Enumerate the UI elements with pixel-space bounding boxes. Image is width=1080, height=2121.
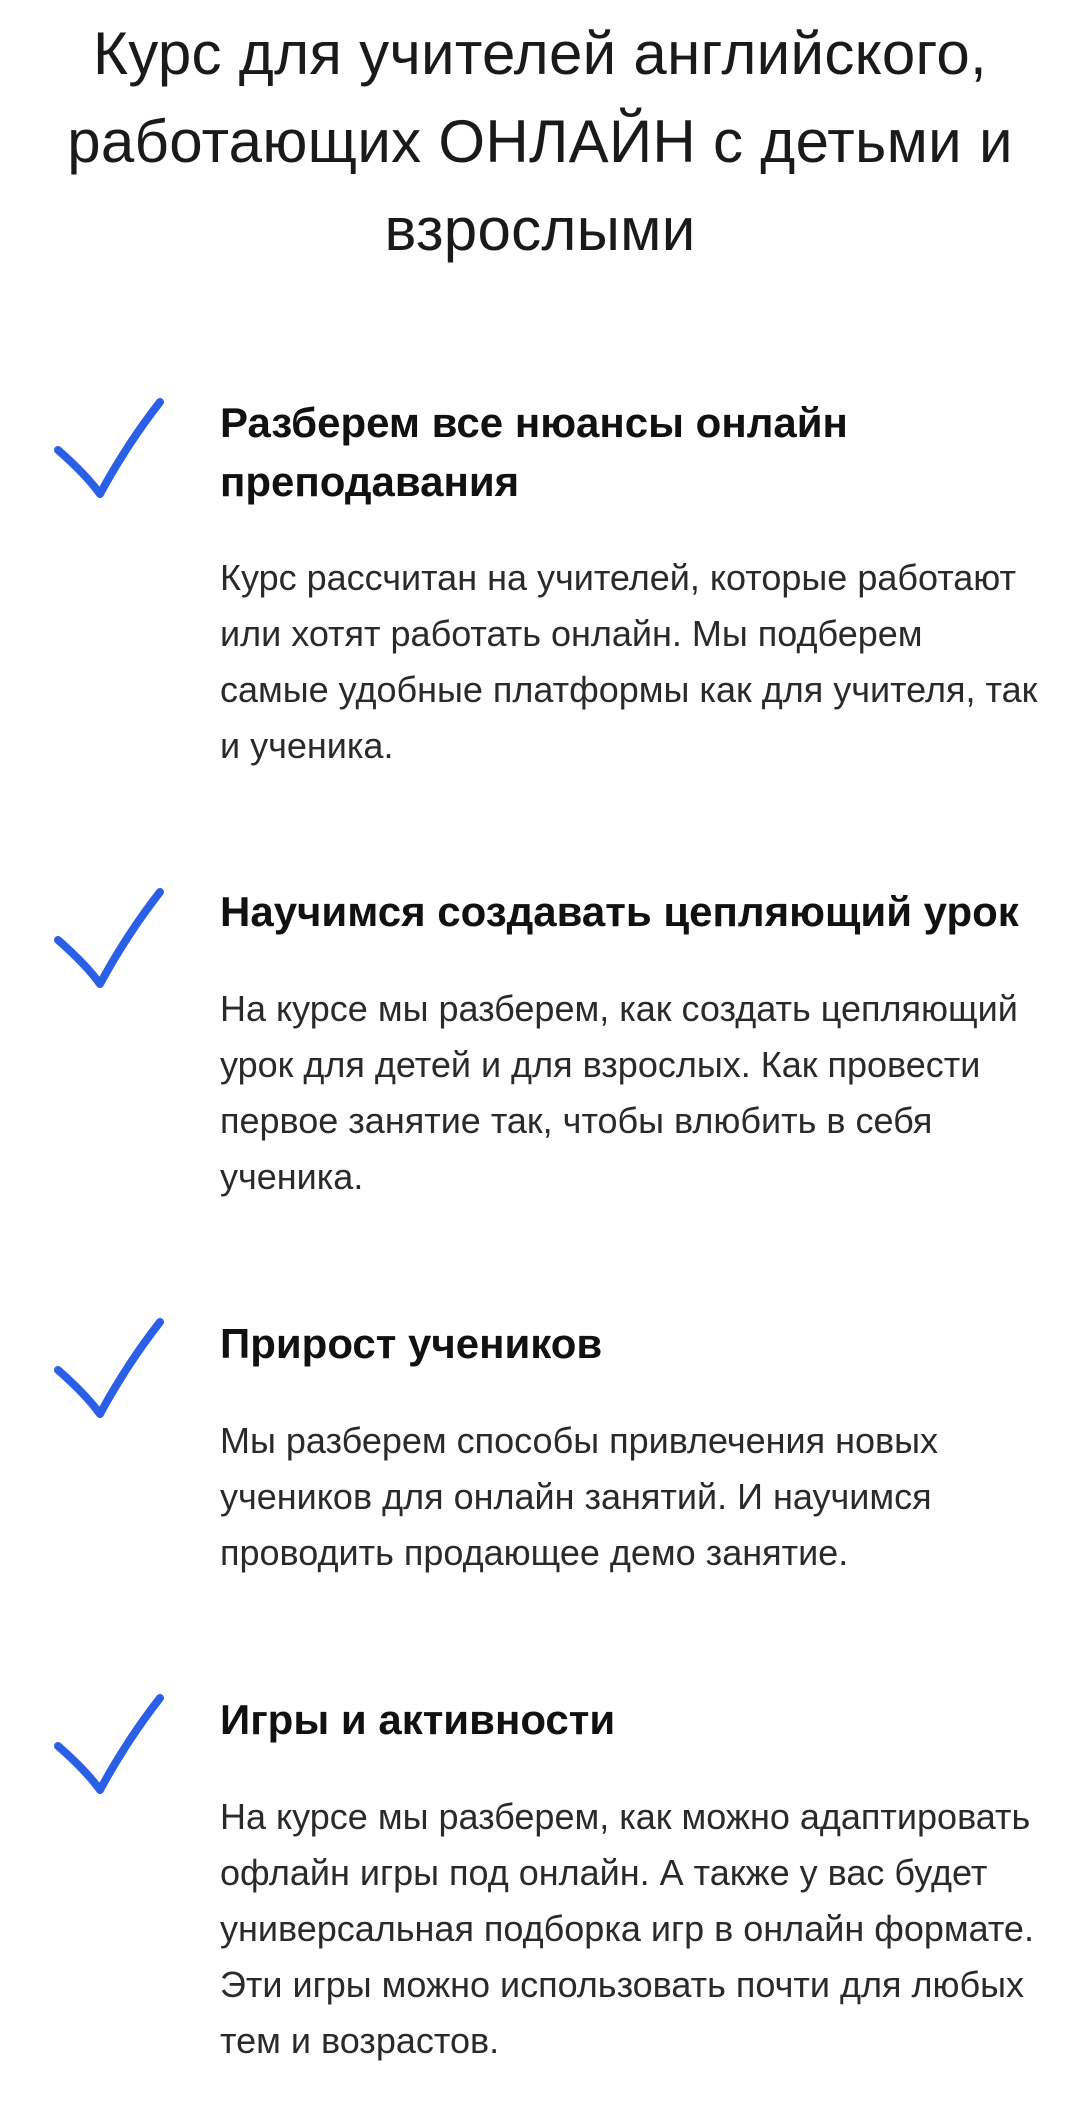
- checkmark-icon: [52, 1694, 168, 1798]
- feature-description: На курсе мы разберем, как можно адаптировать офлайн игры под онлайн. А также у вас будет универсальная подборка игр в онлайн формате. Эти игры можно использовать почти для любых тем и возрастов.: [220, 1796, 1034, 2061]
- feature-description: Мы разберем способы привлечения новых учеников для онлайн занятий. И научимся проводить продающее демо занятие.: [220, 1420, 938, 1573]
- checkmark-icon: [52, 398, 168, 502]
- page-title: Курс для учителей английского, работающих ОНЛАЙН с детьми и взрослыми: [67, 20, 1013, 263]
- checkmark-icon: [52, 888, 168, 992]
- feature-title: Научимся создавать цепляющий урок: [220, 888, 1019, 935]
- feature-title: Игры и активности: [220, 1696, 616, 1743]
- feature-title: Разберем все нюансы онлайн преподавания: [220, 399, 848, 505]
- feature-description: Курс рассчитан на учителей, которые работают или хотят работать онлайн. Мы подберем самые удобные платформы как для учителя, так и ученика.: [220, 557, 1038, 766]
- feature-title: Прирост учеников: [220, 1320, 603, 1367]
- checkmark-icon: [52, 1318, 168, 1422]
- feature-description: На курсе мы разберем, как создать цепляющий урок для детей и для взрослых. Как провести первое занятие так, чтобы влюбить в себя ученика.: [220, 988, 1018, 1197]
